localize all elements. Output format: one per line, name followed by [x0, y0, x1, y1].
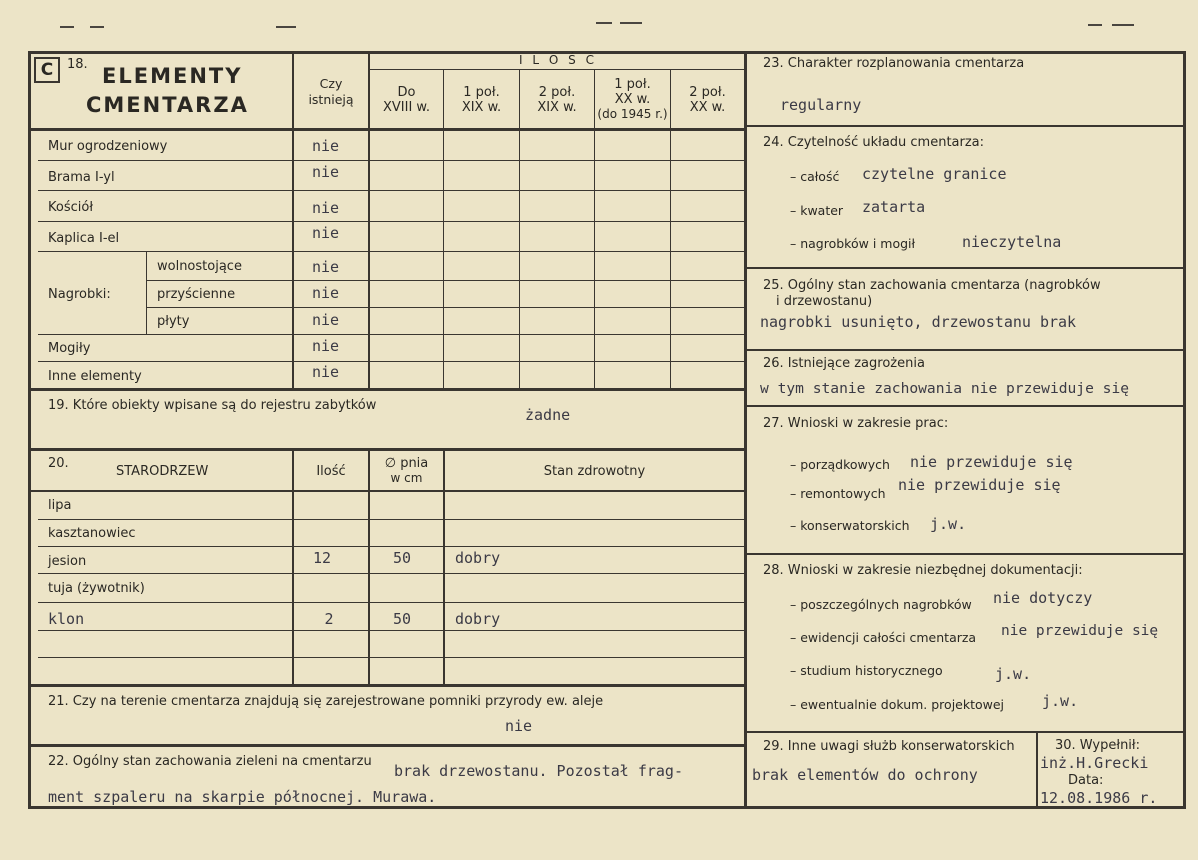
frame-bottom-left [28, 806, 746, 809]
hline [146, 307, 746, 308]
frame-top-right [744, 51, 1186, 54]
frame-divider [744, 51, 747, 809]
s22-label: 22. Ogólny stan zachowania zieleni na cmentarzu [48, 754, 372, 769]
frame-right [1183, 51, 1186, 809]
hline [38, 657, 746, 658]
s23-label: 23. Charakter rozplanowania cmentarza [763, 56, 1025, 71]
element-value: nie [312, 363, 340, 381]
top-mark [90, 26, 104, 28]
s30-date: 12.08.1986 r. [1040, 789, 1158, 807]
frame-left [28, 51, 31, 809]
s20-col-stan: Stan zdrowotny [543, 464, 646, 479]
tree-name: kasztanowiec [48, 526, 136, 541]
col1-line2: XVIII w. [382, 100, 430, 115]
tree-ilosc: 12 [312, 549, 332, 567]
tree-stan: dobry [455, 610, 501, 628]
hline [744, 349, 1186, 351]
element-value: nie [312, 224, 340, 242]
element-value: nie [312, 311, 340, 329]
col-czy-label2: istnieją [308, 92, 354, 107]
element-label: Brama I-yl [48, 170, 115, 185]
hline [28, 490, 746, 492]
s20-col-pnia1: ∅ pnia [384, 456, 429, 471]
hline [744, 125, 1186, 127]
element-value: nie [312, 199, 340, 217]
s30-date-label: Data: [1068, 773, 1104, 788]
hline [38, 546, 746, 547]
s30-name: inż.H.Grecki [1040, 754, 1149, 772]
s25-value: nagrobki usunięto, drzewostanu brak [760, 313, 1077, 331]
col4-line1: 1 poł. [614, 77, 651, 92]
s22-value-line2: ment szpaleru na skarpie północnej. Murawa. [48, 788, 437, 806]
element-value: nie [312, 337, 340, 355]
vline [146, 251, 147, 334]
s24-item-label: – nagrobków i mogił [790, 236, 916, 251]
hline [28, 744, 746, 747]
col5-line2: XX w. [689, 100, 726, 115]
s28-item-label: – poszczególnych nagrobków [790, 597, 972, 612]
s27-item-label: – remontowych [790, 486, 886, 501]
s24-item-value: zatarta [862, 198, 926, 216]
element-label: płyty [157, 314, 190, 329]
hline [744, 405, 1186, 407]
s24-item-label: – kwater [790, 203, 844, 218]
hline [38, 251, 746, 252]
vline [443, 69, 444, 388]
hline [744, 553, 1186, 555]
nagrobki-label: Nagrobki: [48, 287, 111, 302]
s25-label-line1: 25. Ogólny stan zachowania cmentarza (nagrobków [763, 278, 1101, 293]
s27-item-value: j.w. [930, 515, 967, 533]
col-czy-label1: Czy [319, 76, 343, 91]
element-value: nie [312, 258, 340, 276]
col3-line1: 2 poł. [538, 85, 576, 100]
hline [744, 731, 1186, 733]
s28-item-value: j.w. [1042, 692, 1079, 710]
tree-ilosc: 2 [324, 610, 334, 628]
s27-item-value: nie przewiduje się [898, 476, 1061, 494]
col2-line2: XIX w. [461, 100, 502, 115]
section-title-line2: CMENTARZA [86, 93, 249, 117]
s20-col-pnia2: w cm [390, 471, 423, 485]
section-title-line1: ELEMENTY [102, 64, 243, 88]
hline [38, 334, 746, 335]
s19-label: 19. Które obiekty wpisane są do rejestru zabytków [48, 398, 377, 413]
s26-label: 26. Istniejące zagrożenia [763, 356, 925, 371]
col4-line3: (do 1945 r.) [597, 107, 668, 121]
s19-value: żadne [525, 406, 571, 424]
s20-title: STARODRZEW [116, 464, 209, 479]
s20-col-ilosc: Ilość [316, 464, 346, 479]
vline [1036, 731, 1038, 809]
vline [670, 69, 671, 388]
hline [38, 221, 746, 222]
s27-item-value: nie przewiduje się [910, 453, 1073, 471]
element-value: nie [312, 137, 340, 155]
hline [28, 448, 746, 451]
element-label: Mur ogrodzeniowy [48, 139, 168, 154]
col5-line1: 2 poł. [689, 85, 726, 100]
s20-number: 20. [48, 456, 69, 471]
element-label: Mogiły [48, 341, 91, 356]
hline [744, 267, 1186, 269]
element-label: Kaplica I-el [48, 231, 120, 246]
s21-label: 21. Czy na terenie cmentarza znajdują się zarejestrowane pomniki przyrody ew. aleje [48, 694, 604, 709]
element-label: wolnostojące [157, 259, 242, 274]
hline [38, 519, 746, 520]
s24-label: 24. Czytelność układu cmentarza: [763, 135, 985, 150]
element-label: Inne elementy [48, 369, 142, 384]
s21-value: nie [505, 717, 533, 735]
col2-line1: 1 poł. [463, 85, 500, 100]
hline [38, 361, 746, 362]
top-mark [620, 22, 642, 24]
vline [519, 69, 520, 388]
s24-item-value: czytelne granice [862, 165, 1007, 183]
s24-item-value: nieczytelna [962, 233, 1062, 251]
s28-item-label: – ewentualnie dokum. projektowej [790, 697, 1005, 712]
vline [443, 451, 445, 685]
tree-name: klon [48, 610, 85, 628]
hline [38, 573, 746, 574]
s25-label-line2: i drzewostanu) [776, 294, 873, 309]
tree-name: lipa [48, 498, 72, 513]
s26-value: w tym stanie zachowania nie przewiduje się [760, 380, 1130, 397]
tree-pnia: 50 [392, 549, 412, 567]
tree-name: tuja (żywotnik) [48, 581, 145, 596]
s28-item-label: – ewidencji całości cmentarza [790, 630, 977, 645]
s27-item-label: – konserwatorskich [790, 518, 910, 533]
s24-item-label: – całość [790, 169, 840, 184]
s28-item-value: j.w. [995, 665, 1032, 683]
col4-line2: XX w. [614, 92, 651, 107]
element-value: nie [312, 284, 340, 302]
col-ilosc-header: I L O Ś Ć [519, 53, 597, 67]
col3-line2: XIX w. [537, 100, 577, 115]
top-mark [60, 26, 74, 28]
hline [28, 388, 746, 391]
s28-item-value: nie dotyczy [993, 589, 1093, 607]
section-letter-box: C [34, 57, 60, 83]
top-mark [596, 22, 612, 24]
s28-item-value: nie przewiduje się [1001, 623, 1159, 639]
hline [38, 630, 746, 631]
element-value: nie [312, 163, 340, 181]
section-number: 18. [67, 57, 88, 72]
vline [292, 451, 294, 685]
s30-label: 30. Wypełnił: [1055, 738, 1140, 753]
s29-value: brak elementów do ochrony [752, 766, 978, 784]
hline [28, 128, 746, 131]
top-mark [276, 26, 296, 28]
hline [38, 190, 746, 191]
s27-label: 27. Wnioski w zakresie prac: [763, 416, 949, 431]
top-mark [1088, 24, 1102, 26]
s28-item-label: – studium historycznego [790, 663, 943, 678]
hline [146, 280, 746, 281]
hline [28, 684, 746, 687]
s28-label: 28. Wnioski w zakresie niezbędnej dokumentacji: [763, 563, 1083, 578]
top-mark [1112, 24, 1134, 26]
hline [368, 69, 746, 70]
tree-stan: dobry [455, 549, 501, 567]
s29-label: 29. Inne uwagi służb konserwatorskich [763, 739, 1015, 754]
vline [368, 451, 370, 685]
hline [38, 160, 746, 161]
tree-name: jesion [48, 554, 87, 569]
s22-value-line1: brak drzewostanu. Pozostał frag- [394, 762, 683, 780]
element-label: przyścienne [157, 287, 236, 302]
hline [38, 602, 746, 603]
col1-line1: Do [397, 85, 416, 100]
tree-pnia: 50 [392, 610, 412, 628]
s23-value: regularny [780, 96, 862, 114]
element-label: Kościół [48, 200, 94, 215]
s27-item-label: – porządkowych [790, 457, 890, 472]
